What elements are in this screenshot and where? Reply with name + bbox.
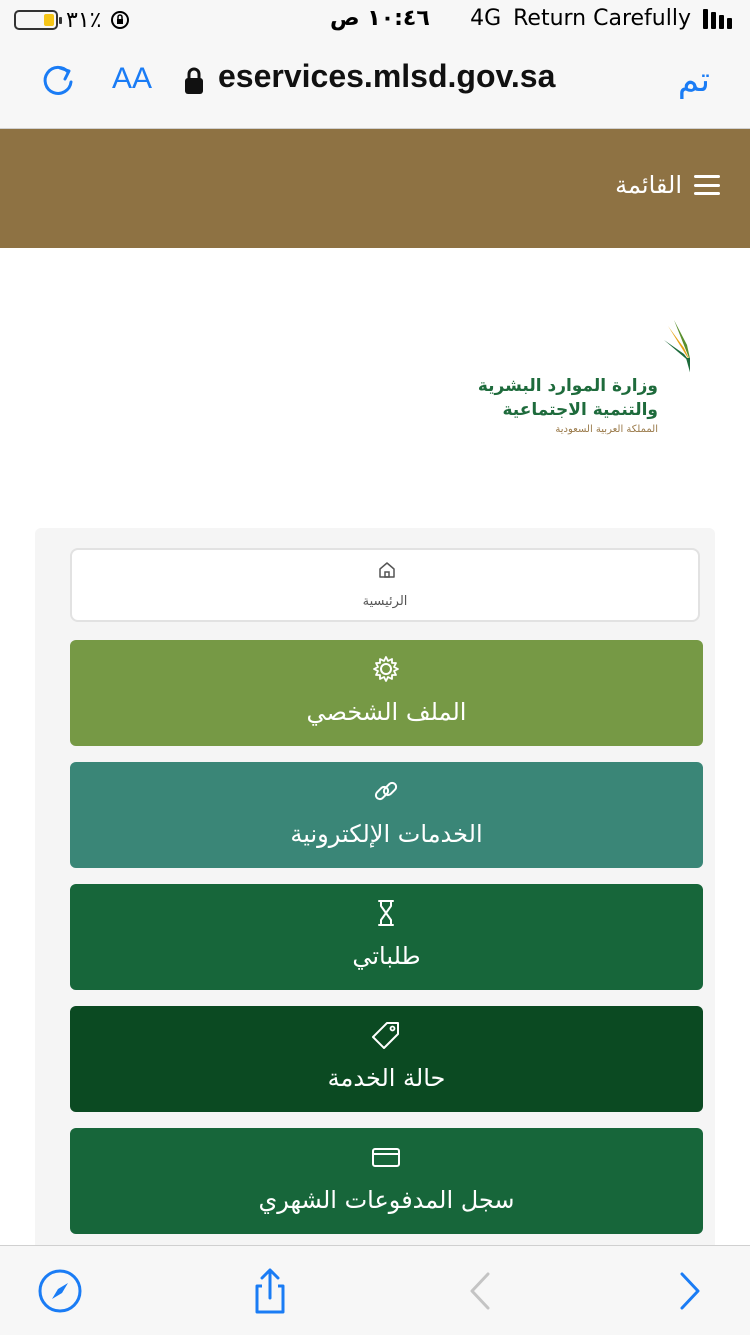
network-type: 4G [470,6,502,31]
hourglass-icon [371,898,401,928]
browser-toolbar [0,1245,750,1335]
rotation-lock-icon [109,9,131,31]
reload-icon[interactable] [38,60,78,100]
address-bar [0,40,750,129]
battery-icon [14,10,58,30]
link-icon [371,776,401,806]
site-header [0,129,750,248]
credit-card-icon [371,1142,401,1172]
forward-icon[interactable] [665,1266,715,1316]
logo-line-2: والتنمية الاجتماعية [502,400,658,420]
clock: ١٠:٤٦ ص [330,6,430,31]
hamburger-icon [694,175,720,195]
home-label: الرئيسية [362,594,408,609]
tile-label: الخدمات الإلكترونية [290,820,483,848]
status-bar [0,0,750,40]
tile-monthly-payments[interactable] [70,1128,703,1234]
tile-my-requests[interactable] [70,884,703,990]
share-icon[interactable] [245,1266,295,1316]
tile-eservices[interactable] [70,762,703,868]
done-button[interactable]: تم [677,60,710,100]
url-field[interactable]: eservices.mlsd.gov.sa [218,58,556,94]
logo-line-1: وزارة الموارد البشرية [477,376,658,396]
home-link[interactable] [70,548,700,622]
menu-label: القائمة [615,171,682,199]
compass-icon[interactable] [35,1266,85,1316]
tile-profile[interactable] [70,640,703,746]
logo-line-3: المملكة العربية السعودية [555,424,658,435]
gear-icon [371,654,401,684]
ministry-logo [477,318,660,443]
carrier-name: Return Carefully [513,6,691,31]
lock-icon [184,66,204,96]
nav-panel [35,528,715,1268]
tile-label: طلباتي [352,942,421,970]
menu-button[interactable] [615,171,720,199]
tile-label: سجل المدفوعات الشهري [258,1186,515,1214]
back-icon[interactable] [455,1266,505,1316]
tile-label: الملف الشخصي [306,698,467,726]
text-size-button[interactable]: AA [112,62,153,95]
palm-logo-icon [624,318,690,378]
tile-service-status[interactable] [70,1006,703,1112]
battery-indicator [14,6,131,34]
battery-percent: ٣١٪ [66,7,102,33]
tile-label: حالة الخدمة [327,1064,446,1092]
home-icon [377,560,397,580]
tag-icon [371,1020,401,1050]
signal-icon [703,9,732,29]
